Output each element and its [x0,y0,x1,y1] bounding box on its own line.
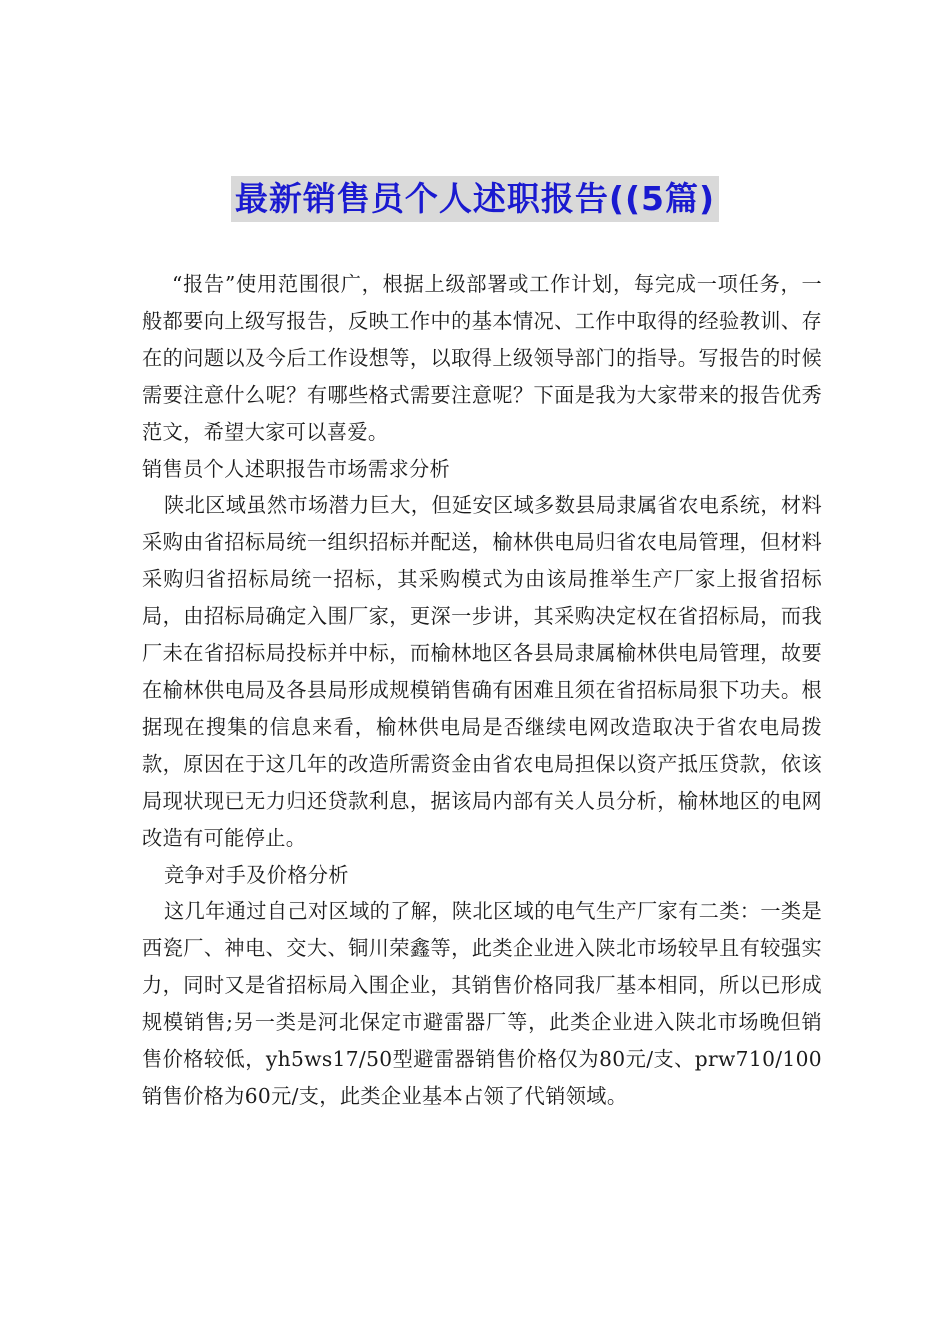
section-heading-market: 销售员个人述职报告市场需求分析 [142,456,451,481]
competition-paragraph: 这几年通过自己对区域的了解，陕北区域的电气生产厂家有二类：一类是西瓷厂、神电、交大、铜川荣鑫等，此类企业进入陕北市场较早且有较强实力，同时又是省招标局入围企业，其销售价格同我厂基本相同，所以已形成规模销售;另一类是河北保定市避雷器厂等，此类企业进入陕北市场晚但销售价格较低，yh5ws17/50型避雷器销售价格仅为80元/支、prw710/100销售价格为60元/支，此类企业基本占领了代销领域。 [142,899,822,1108]
document-title: 最新销售员个人述职报告((5篇) [231,176,719,222]
document-body [142,266,822,1115]
market-paragraph: 陕北区域虽然市场潜力巨大，但延安区域多数县局隶属省农电系统，材料采购由省招标局统一组织招标并配送，榆林供电局归省农电局管理，但材料采购归省招标局统一招标，其采购模式为由该局推举生产厂家上报省招标局，由招标局确定入围厂家，更深一步讲，其采购决定权在省招标局，而我厂未在省招标局投标并中标，而榆林地区各县局隶属榆林供电局管理，故要在榆林供电局及各县局形成规模销售确有困难且须在省招标局狠下功夫。根据现在搜集的信息来看，榆林供电局是否继续电网改造取决于省农电局拨款，原因在于这几年的改造所需资金由省农电局担保以资产抵压贷款，依该局现状现已无力归还贷款利息，据该局内部有关人员分析，榆林地区的电网改造有可能停止。 [142,493,822,850]
section-heading-competition: 竞争对手及价格分析 [164,862,349,887]
title-container [0,176,950,222]
intro-paragraph: “报告”使用范围很广，根据上级部署或工作计划，每完成一项任务，一般都要向上级写报告，反映工作中的基本情况、工作中取得的经验教训、存在的问题以及今后工作设想等，以取得上级领导部门的指导。写报告的时候需要注意什么呢？有哪些格式需要注意呢？下面是我为大家带来的报告优秀范文，希望大家可以喜爱。 [142,272,822,444]
